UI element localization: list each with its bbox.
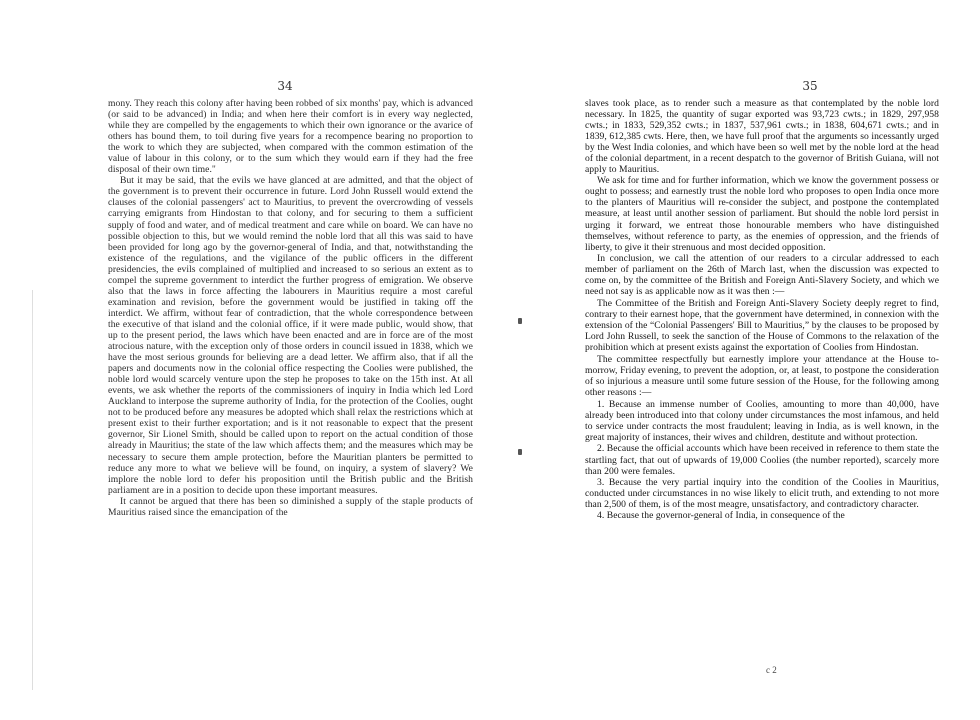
right-paragraph-4: The Committee of the British and Foreign Anti-Slavery Society deeply regret to find, contrary to their earnest hope, that the government have determined, in connexion with the extension of the “Colonial Passengers' Bill to Mauritius,” by the clauses to be proposed by Lord John Russell, to seek the sanction of the House of Commons to the relaxation of the prohibition which at present exists against the exportation of Coolies from Hindostan.	[585, 297, 939, 354]
left-page-text	[108, 98, 473, 518]
left-paragraph-1: mony. They reach this colony after having been robbed of six months' pay, which is advanced (or said to be advanced) in India; and when here their comfort is in every way neglected, while they are compelled by the engagements to which their own ignorance or the avarice of others has bound them, to toil during five years for a recompence bearing no proportion to the work to which they are subjected, when compared with the common estimation of the value of labour in this colony, or to the sum which they would earn if they had the free disposal of their own time."	[108, 98, 473, 176]
left-page-number: 34	[277, 79, 293, 93]
right-page-text	[585, 98, 939, 521]
right-page-number: 35	[802, 79, 818, 93]
right-paragraph-5: The committee respectfully but earnestly implore your attendance at the House to-morrow, Friday evening, to prevent the adoption, or, at least, to postpone the consideration of so injurious a measure until some future session of the House, for the following among other reasons :—	[585, 354, 939, 399]
right-page	[490, 0, 980, 720]
right-paragraph-8: 3. Because the very partial inquiry into the condition of the Coolies in Mauritius, conducted under circumstances in no wise likely to elicit truth, and extending to not more than 2,500 of them, is of the most meagre, unsatisfactory, and contradictory character.	[585, 476, 939, 510]
left-paragraph-2: But it may be said, that the evils we have glanced at are admitted, and that the object of the government is to prevent their occurrence in future. Lord John Russell would extend the clauses of the colonial passengers' act to Mauritius, to prevent the overcrowding of vessels carrying emigrants from Hindostan to that colony, and for securing to them a sufficient supply of food and water, and of medical treatment and care while on board. We can have no possible objection to this, but we would remind the noble lord that all this was said to have been provided for long ago by the governor-general of India, and that, notwithstanding the existence of the regulations, and the vigilance of the public officers in the different presidencies, the evils complained of multiplied and increased to so serious an extent as to compel the supreme government to interdict the further progress of emigration. We observe also that the laws in force affecting the labourers in Mauritius require a most careful examination and revision, before the government would be justified in taking off the interdict. We affirm, without fear of contradiction, that the whole correspondence between the executive of that island and the colonial office, if it were made public, would show, that up to the present period, the laws which have been enacted and are in force are of the most atrocious nature, with the exception only of those orders in council issued in 1838, which we have the most serious grounds for believing are a dead letter. We affirm also, that if all the papers and documents now in the colonial office respecting the Coolies were published, the noble lord would scarcely venture upon the step he proposes to take on the 15th inst. At all events, we ask whether the reports of the commissioners of inquiry in India which led Lord Auckland to interpose the supreme authority of India, for the protection of the Coolies, ought not to be produced before any measures be adopted which shall relax the restrictions which at present exist to their further exportation; and is it not reasonable to expect that the present governor, Sir Lionel Smith, should be called upon to report on the actual condition of those already in Mauritius; the state of the law which affects them; and the measures which may be necessary to secure them ample protection, before the Mauritian planters be permitted to reduce any more to what we believe will be found, on inquiry, a system of slavery? We implore the noble lord to defer his proposition until the British public and the British parliament are in a position to decide upon these important measures.	[108, 175, 473, 496]
right-paragraph-9: 4. Because the governor-general of India, in consequence of the	[597, 509, 845, 521]
left-paragraph-3: It cannot be argued that there has been so diminished a supply of the staple products of Mauritius raised since the emancipation of the	[108, 495, 473, 518]
right-paragraph-6: 1. Because an immense number of Coolies, amounting to more than 40,000, have already been introduced into that colony under circumstances the most infamous, and held to service under contracts the most fraudulent; leaving in India, as is well known, in the great majority of instances, their wives and children, destitute and without protection.	[585, 399, 939, 444]
right-paragraph-7: 2. Because the official accounts which have been received in reference to them state the startling fact, that out of upwards of 19,000 Coolies (the number reported), scarcely more than 200 were females.	[585, 443, 939, 477]
right-paragraph-1: slaves took place, as to render such a measure as that contemplated by the noble lord necessary. In 1825, the quantity of sugar exported was 93,723 cwts.; in 1829, 297,958 cwts.; in 1833, 529,352 cwts.; in 1837, 537,961 cwts.; in 1838, 604,671 cwts.; and in 1839, 612,385 cwts. Here, then, we have full proof that the arguments so incessantly urged by the West India colonies, and which have been so well met by the noble lord at the head of the colonial department, in a recent despatch to the governor of British Guiana, will not apply to Mauritius.	[585, 98, 939, 176]
right-paragraph-3: In conclusion, we call the attention of our readers to a circular addressed to each member of parliament on the 26th of March last, when the discussion was expected to come on, by the committee of the British and Foreign Anti-Slavery Society, and which we need not say is as applicable now as it was then :—	[585, 252, 939, 297]
right-paragraph-2: We ask for time and for further information, which we know the government possess or ought to possess; and earnestly trust the noble lord who proposes to open India once more to the planters of Mauritius will re-consider the subject, and postpone the contemplated measure, at least until another session of parliament. But should the noble lord persist in urging it forward, we entreat those honourable members who have distinguished themselves, without reference to party, as the enemies of oppression, and the friends of liberty, to give it their strenuous and most decided opposition.	[585, 175, 939, 253]
signature-mark: c 2	[766, 665, 777, 675]
